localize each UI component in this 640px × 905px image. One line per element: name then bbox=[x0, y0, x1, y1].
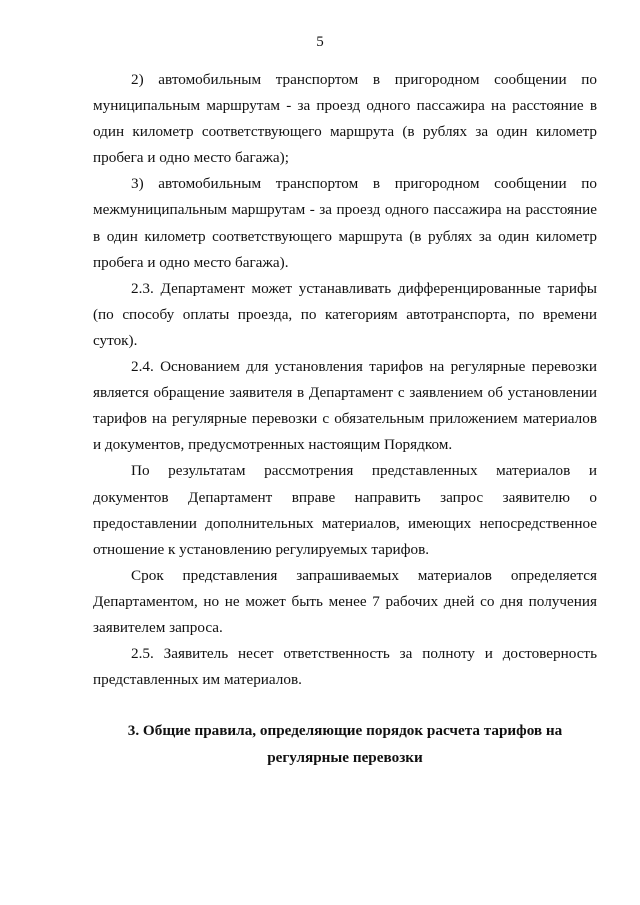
paragraph-clause-2-5: 2.5. Заявитель несет ответственность за полноту и достоверность представленных им материалов. bbox=[93, 645, 597, 689]
document-body bbox=[93, 67, 597, 693]
paragraph-request-materials: По результатам рассмотрения представленных материалов и документов Департамент вправе направить запрос заявителю о предоставлении дополнительных материалов, имеющих непосредственное отношение к установлению регулируемых тарифов. bbox=[93, 462, 597, 558]
paragraph-item-2: 2) автомобильным транспортом в пригородном сообщении по муниципальным маршрутам - за проезд одного пассажира на расстояние в один километр соответствующего маршрута (в рублях за один километр пробега и одно место багажа); bbox=[93, 71, 597, 167]
section-heading-line-1: 3. Общие правила, определяющие порядок расчета тарифов на bbox=[127, 722, 563, 739]
section-heading bbox=[93, 717, 597, 771]
section-heading-line-2: регулярные перевозки bbox=[267, 749, 423, 766]
paragraph-clause-2-4: 2.4. Основанием для установления тарифов на регулярные перевозки является обращение заявителя в Департамент с заявлением об установлении тарифов на регулярные перевозки с обязательным приложением материалов и документов, предусмотренных настоящим Порядком. bbox=[93, 358, 597, 454]
paragraph-deadline: Срок представления запрашиваемых материалов определяется Департаментом, но не может быть менее 7 рабочих дней со дня получения заявителем запроса. bbox=[93, 566, 597, 636]
paragraph-clause-2-3: 2.3. Департамент может устанавливать дифференцированные тарифы (по способу оплаты проезда, по категориям автотранспорта, по времени суток). bbox=[93, 279, 597, 349]
page-number: 5 bbox=[316, 34, 324, 50]
paragraph-item-3: 3) автомобильным транспортом в пригородном сообщении по межмуниципальным маршрутам - за проезд одного пассажира на расстояние в один километр соответствующего маршрута (в рублях за один километр пробега и одно место багажа). bbox=[93, 175, 597, 271]
